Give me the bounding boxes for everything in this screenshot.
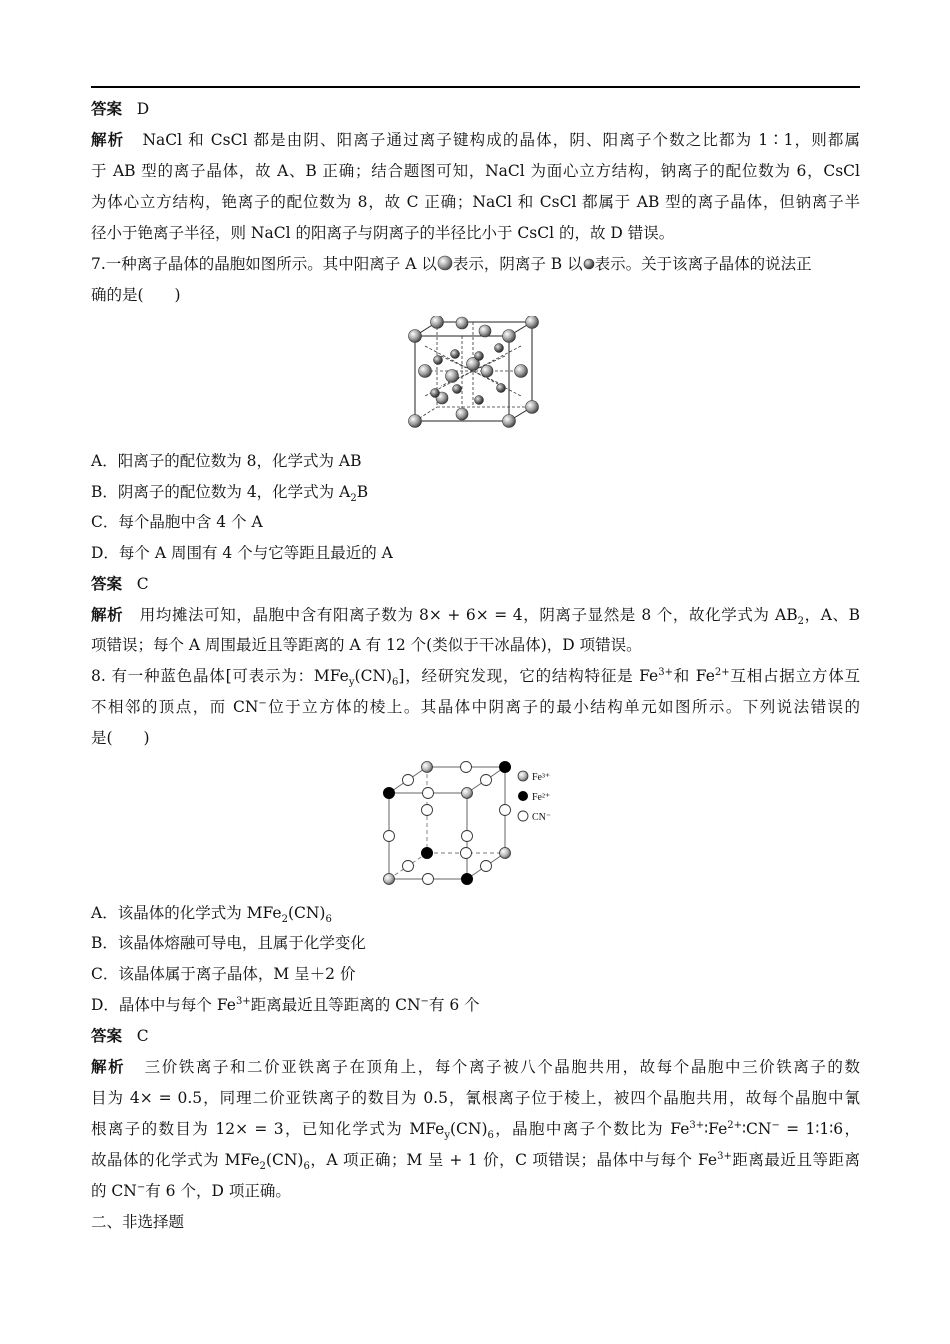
subscript: 6 (303, 1161, 310, 1173)
top-rule (91, 86, 860, 88)
cation-a-spheres (409, 316, 539, 428)
analysis-label: 解析 (91, 605, 124, 624)
superscript: 2+ (727, 1119, 743, 1131)
q6-answer (91, 94, 860, 124)
analysis-text: = 1∶1∶6， (779, 1120, 860, 1138)
cation-a-sphere-icon (437, 255, 453, 271)
superscript: − (136, 1181, 146, 1193)
q8-option-c[interactable]: C．该晶体属于离子晶体，M 呈＋2 价 (91, 965, 356, 983)
q8-option-b[interactable]: B．该晶体熔融可导电，且属于化学变化 (91, 934, 366, 952)
anion-b-sphere-icon (583, 258, 595, 270)
superscript: 3+ (717, 1150, 732, 1162)
answer-value: C (136, 1027, 149, 1045)
option-text: B．阴离子的配位数为 4，化学式为 A (91, 483, 351, 501)
superscript: 3+ (689, 1119, 705, 1131)
analysis-text: ，A、B (804, 606, 860, 624)
legend-fe2-label: Fe²⁺ (532, 792, 551, 803)
superscript: − (420, 995, 429, 1007)
q8-stem-line-3: 是( ) (91, 729, 150, 747)
subscript: 2 (281, 914, 288, 926)
analysis-label: 解析 (91, 130, 125, 149)
q8-option-a[interactable] (91, 898, 860, 928)
option-text: 距离最近且等距离的 CN (250, 996, 421, 1014)
q8-answer (91, 1021, 860, 1051)
analysis-text: 三价铁离子和二价亚铁离子在顶角上，每个离子被八个晶胞共用，故每个晶胞中三价铁离子的数 (144, 1058, 860, 1076)
superscript: 2+ (714, 666, 730, 678)
answer-label: 答案 (91, 99, 123, 118)
q7-analysis-line-2: 项错误；每个 A 周围最近且等距离的 A 有 12 个(类似于干冰晶体)，D 项错误。 (91, 636, 642, 654)
stem-text: 表示，阴离子 B 以 (452, 255, 583, 273)
stem-text: 7.一种离子晶体的晶胞如图所示。其中阳离子 A 以 (91, 255, 437, 273)
q7-stem-line-2: 确的是( ) (91, 286, 181, 304)
option-text: A．该晶体的化学式为 MFe (91, 904, 282, 922)
subscript: 6 (325, 914, 332, 926)
analysis-text: ，晶胞中离子个数比为 Fe (493, 1120, 690, 1138)
legend-fe3-label: Fe³⁺ (532, 772, 551, 783)
subscript: y (348, 677, 355, 689)
analysis-text: (CN) (265, 1151, 304, 1169)
option-text: 有 6 个 (428, 996, 480, 1014)
analysis-text: NaCl 和 CsCl 都是由阴、阳离子通过离子键构成的晶体，阴、阳离子个数之比都为 1∶1，则都属 (142, 131, 861, 149)
q6-analysis-line-2: 于 AB 型的离子晶体，故 A、B 正确；结合题图可知，NaCl 为面心立方结构，钠离子的配位数为 6，CsCl (91, 162, 860, 180)
option-text: B (356, 483, 369, 501)
cn-ions (384, 762, 511, 885)
analysis-text: 有 6 个，D 项正确。 (145, 1182, 291, 1200)
q7-option-a[interactable]: A．阳离子的配位数为 8，化学式为 AB (91, 452, 362, 470)
answer-label: 答案 (91, 1026, 123, 1045)
analysis-text: ∶CN (742, 1120, 772, 1138)
stem-text: 位于立方体的棱上。其晶体中阴离子的最小结构单元如图所示。下列说法错误的 (266, 698, 860, 716)
option-text: D．晶体中与每个 Fe (91, 996, 236, 1014)
analysis-text: ∶Fe (704, 1120, 728, 1138)
stem-text: 不相邻的顶点，而 CN (91, 698, 259, 716)
analysis-label: 解析 (91, 1057, 126, 1076)
superscript: − (771, 1119, 780, 1131)
stem-text: 互相占据立方体互 (729, 667, 860, 685)
q8-stem-line-2 (91, 692, 860, 722)
subscript: 2 (259, 1161, 266, 1173)
q6-analysis-line-3: 为体心立方结构，铯离子的配位数为 8，故 C 正确；NaCl 和 CsCl 都属于 AB 型的离子晶体，但钠离子半 (91, 193, 860, 211)
section-heading: 二、非选择题 (91, 1213, 185, 1231)
legend (518, 771, 551, 823)
q8-analysis-line-5 (91, 1176, 860, 1206)
q7-stem-line-1 (91, 249, 860, 279)
q8-analysis-line-4 (91, 1145, 860, 1175)
subscript: 2 (350, 493, 357, 505)
legend-cn-icon (518, 811, 528, 821)
answer-label: 答案 (91, 574, 123, 593)
superscript: − (258, 697, 267, 709)
analysis-text: 故晶体的化学式为 MFe (91, 1151, 260, 1169)
q8-analysis-line-1 (91, 1052, 860, 1082)
stem-text: 和 Fe (672, 667, 715, 685)
q6-analysis-line-4: 径小于铯离子半径，则 NaCl 的阳离子与阴离子的半径比小于 CsCl 的，故 D 错误。 (91, 224, 675, 242)
subscript: 6 (392, 677, 399, 689)
prussian-blue-unit-figure (375, 759, 575, 889)
legend-cn-label: CN⁻ (532, 812, 552, 823)
stem-text: (CN) (354, 667, 393, 685)
ionic-crystal-unit-cell-figure (405, 316, 555, 436)
subscript: 6 (487, 1130, 494, 1142)
q7-option-b[interactable] (91, 477, 860, 507)
q8-analysis-line-2: 目为 4× = 0.5，同理二价亚铁离子的数目为 0.5，氰根离子位于棱上，被四个晶胞共用，故每个晶胞中氰 (91, 1089, 860, 1107)
analysis-text: ，A 项正确；M 呈 + 1 价，C 项错误；晶体中与每个 Fe (309, 1151, 718, 1169)
q6-analysis-line-1 (91, 125, 860, 155)
subscript: y (444, 1130, 450, 1142)
stem-text: ]，经研究发现，它的结构特征是 Fe (398, 667, 659, 685)
subscript: 2 (797, 616, 804, 628)
q8-option-d[interactable] (91, 990, 860, 1020)
stem-text: 表示。关于该离子晶体的说法正 (594, 255, 812, 273)
q8-stem-line-1 (91, 661, 860, 691)
answer-value: C (136, 575, 149, 593)
stem-text: 8. 有一种蓝色晶体[可表示为：MFe (91, 667, 349, 685)
analysis-text: (CN) (449, 1120, 488, 1138)
q7-analysis-line-1 (91, 600, 860, 630)
q7-option-c[interactable]: C．每个晶胞中含 4 个 A (91, 513, 263, 531)
superscript: 3+ (658, 666, 673, 678)
legend-fe2-icon (518, 791, 528, 801)
option-text: (CN) (287, 904, 326, 922)
q8-analysis-line-3 (91, 1114, 860, 1144)
q7-answer (91, 569, 860, 599)
answer-value: D (136, 100, 150, 118)
analysis-text: 距离最近且等距离 (731, 1151, 860, 1169)
q7-option-d[interactable]: D．每个 A 周围有 4 个与它等距且最近的 A (91, 544, 393, 562)
analysis-text: 的 CN (91, 1182, 137, 1200)
superscript: 3+ (235, 995, 251, 1007)
analysis-text: 根离子的数目为 12× = 3，已知化学式为 MFe (91, 1120, 445, 1138)
analysis-text: 用均摊法可知，晶胞中含有阳离子数为 8× + 6× = 4，阴离子显然是 8 个，故化学式为 AB (139, 606, 798, 624)
legend-fe3-icon (518, 771, 528, 781)
